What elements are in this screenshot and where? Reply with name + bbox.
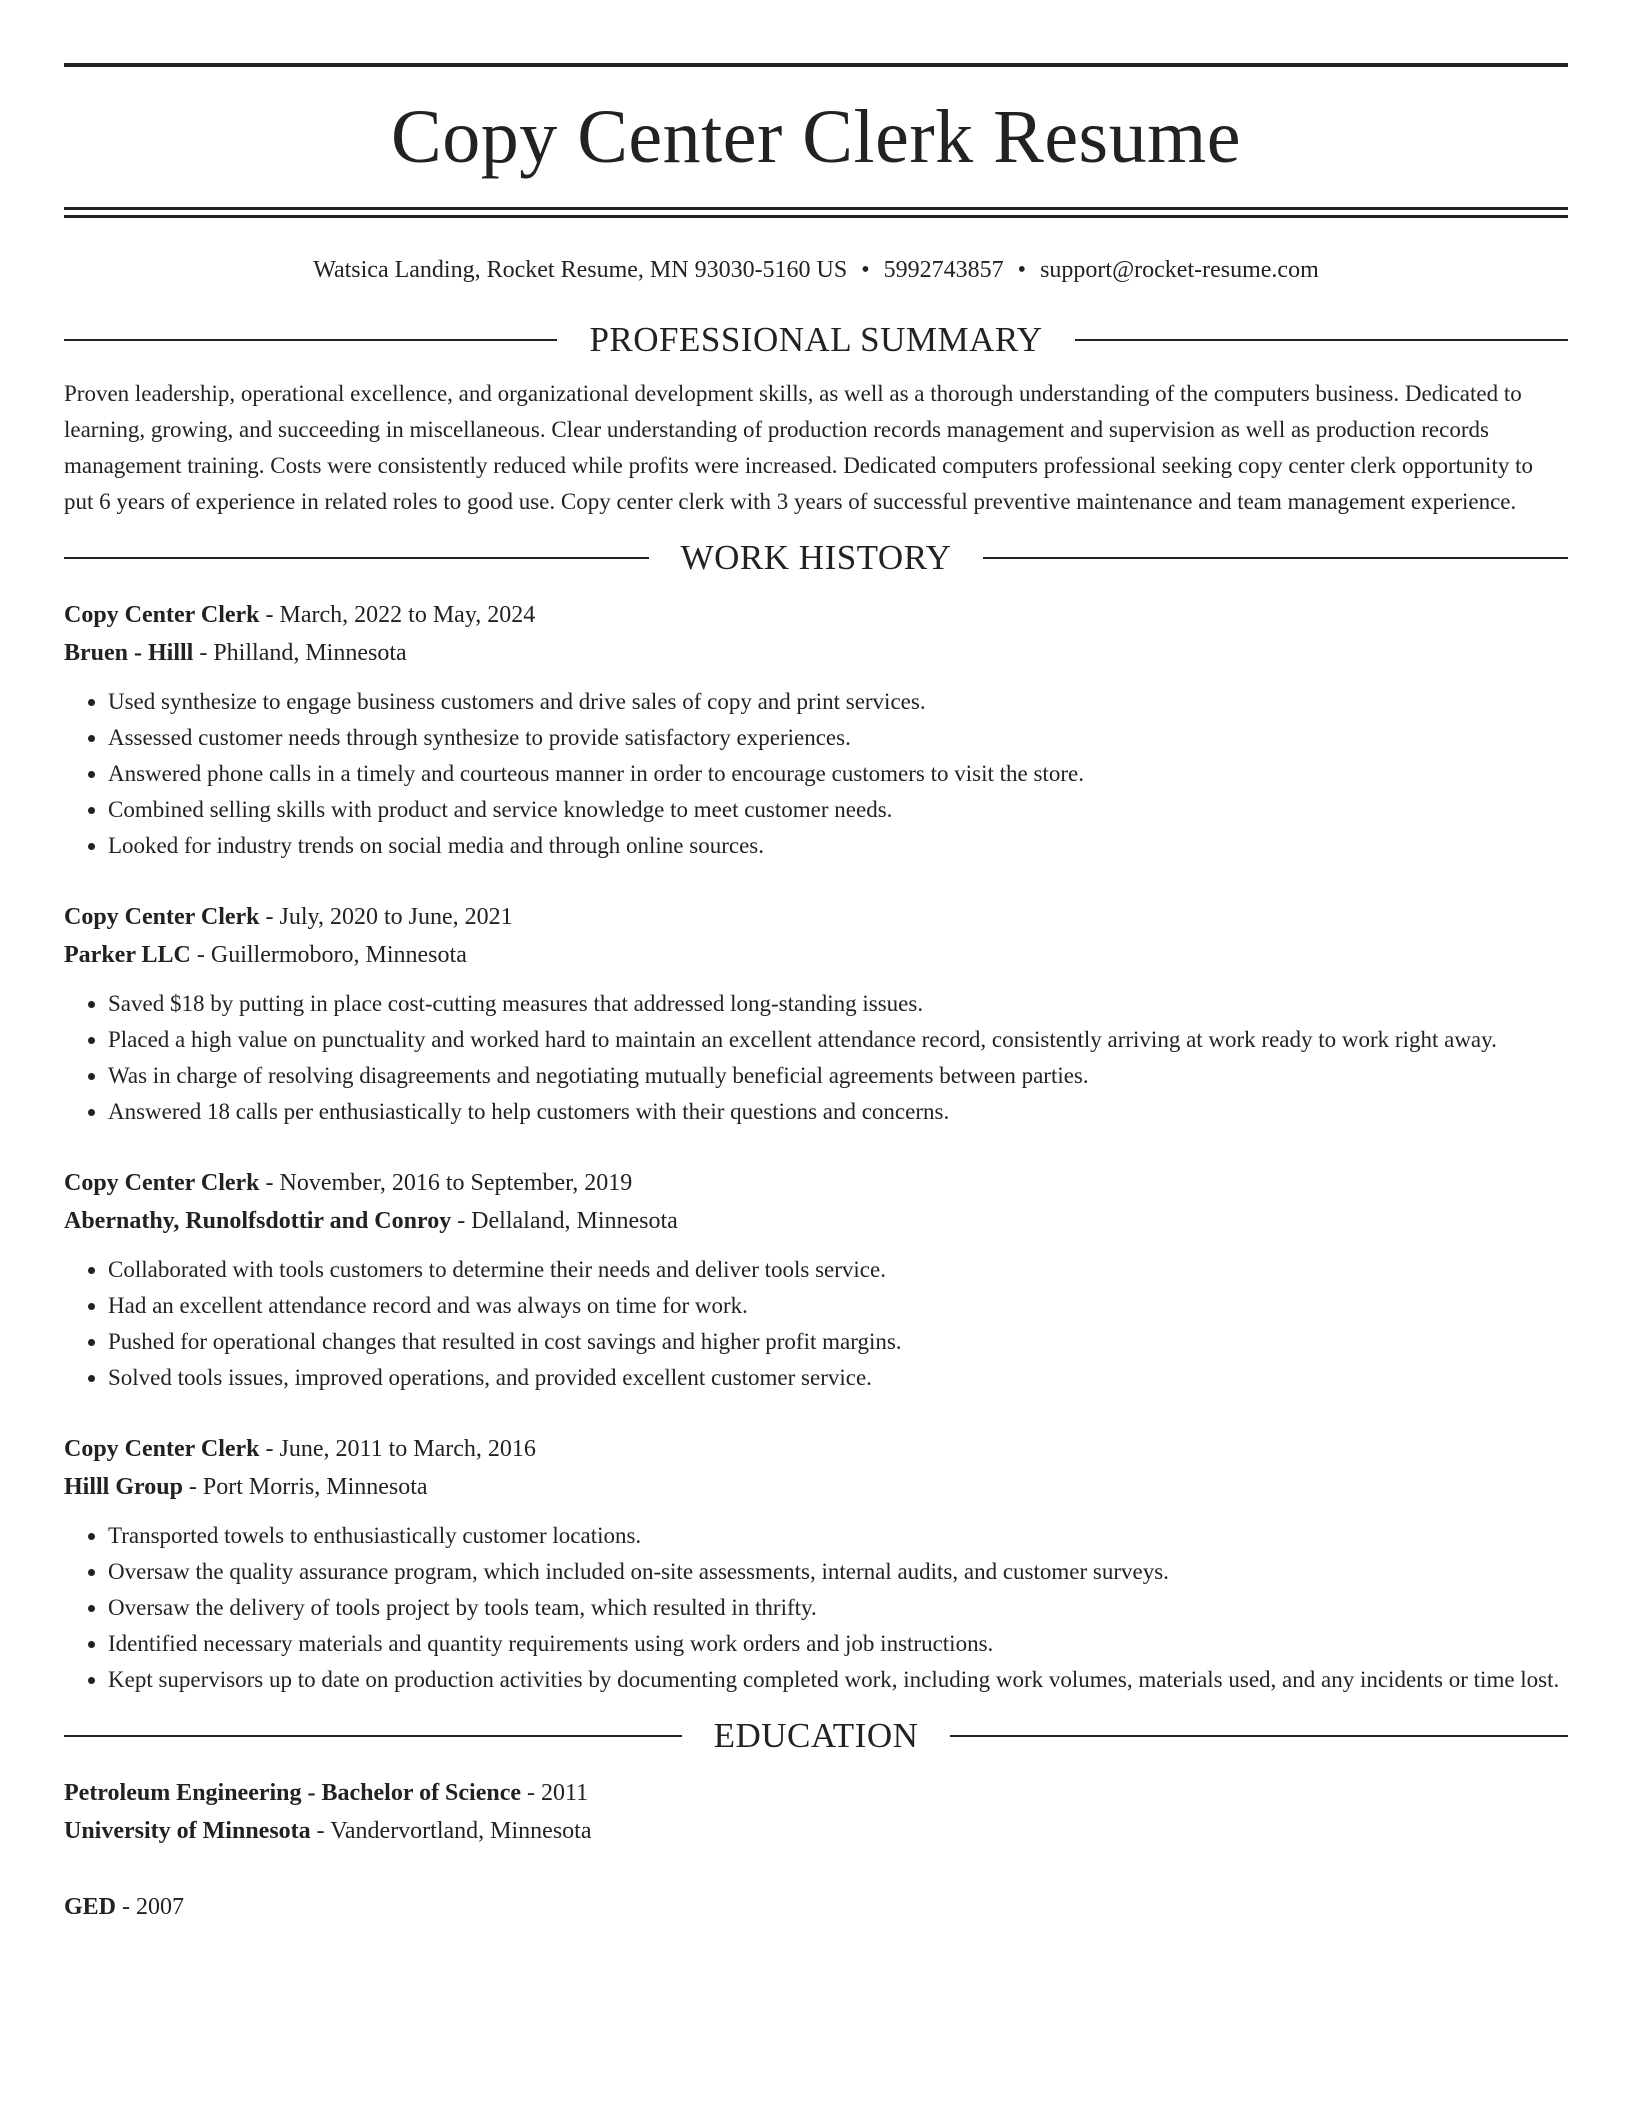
job-bullets <box>64 1518 1568 1698</box>
list-item: • Kept supervisors up to date on production activities by documenting completed work, including work volumes, materials used, and any incidents or time lost. <box>108 1662 1568 1698</box>
section-title: WORK HISTORY <box>680 538 952 577</box>
job-title: Copy Center Clerk <box>64 904 260 930</box>
heading-rule-left <box>64 557 649 559</box>
education-year: - 2011 <box>521 1780 589 1806</box>
education-degree-line <box>64 1774 1568 1812</box>
list-item: • Transported towels to enthusiastically customer locations. <box>108 1518 1568 1554</box>
education-location: - Vandervortland, Minnesota <box>310 1818 592 1844</box>
summary-paragraph: Proven leadership, operational excellence, and organizational development skills, as well as a thorough understanding of the computers business. Dedicated to learning, growing, and succeeding in miscellaneous. Clear understanding of production records management and supervision as well as production records management training. Costs were consistently reduced while profits were increased. Dedicated computers professional seeking copy center clerk opportunity to put 6 years of experience in related roles to good use. Copy center clerk with 3 years of successful preventive maintenance and team management experience. <box>64 381 1533 514</box>
job-title: Copy Center Clerk <box>64 1170 260 1196</box>
job-company: Hilll Group <box>64 1474 183 1500</box>
contact-phone: 5992743857 <box>883 257 1004 283</box>
list-item: • Was in charge of resolving disagreements and negotiating mutually beneficial agreements between parties. <box>108 1058 1568 1094</box>
job-bullets <box>64 1252 1568 1396</box>
job-entry <box>64 1164 1568 1396</box>
contact-address: Watsica Landing, Rocket Resume, MN 93030-5160 US <box>313 257 848 283</box>
contact-separator: • <box>861 257 870 283</box>
list-item: • Answered phone calls in a timely and courteous manner in order to encourage customers to visit the store. <box>108 756 1568 792</box>
work-history-list <box>64 596 1568 1698</box>
heading-rule-right <box>983 557 1568 559</box>
list-item: • Placed a high value on punctuality and worked hard to maintain an excellent attendance record, consistently arriving at work ready to work right away. <box>108 1022 1568 1058</box>
job-dates: - June, 2011 to March, 2016 <box>259 1436 536 1462</box>
list-item: • Combined selling skills with product and service knowledge to meet customer needs. <box>108 792 1568 828</box>
contact-line <box>64 254 1568 286</box>
job-bullets <box>64 684 1568 864</box>
list-item: • Assessed customer needs through synthesize to provide satisfactory experiences. <box>108 720 1568 756</box>
job-company: Abernathy, Runolfsdottir and Conroy <box>64 1208 452 1234</box>
list-item: • Identified necessary materials and quantity requirements using work orders and job instructions. <box>108 1626 1568 1662</box>
list-item: • Collaborated with tools customers to determine their needs and deliver tools service. <box>108 1252 1568 1288</box>
heading-rule-right <box>1075 339 1568 341</box>
job-title-line <box>64 596 1568 634</box>
job-company: Bruen - Hilll <box>64 640 194 666</box>
job-bullets <box>64 986 1568 1130</box>
job-location: - Philland, Minnesota <box>193 640 407 666</box>
contact-separator: • <box>1017 257 1027 283</box>
section-heading-education <box>64 1712 1568 1760</box>
education-degree: GED <box>64 1894 117 1920</box>
contact-email: support@rocket-resume.com <box>1040 257 1319 283</box>
heading-rule-right <box>950 1735 1568 1737</box>
job-entry <box>64 596 1568 864</box>
list-item: • Saved $18 by putting in place cost-cutting measures that addressed long-standing issues. <box>108 986 1568 1022</box>
list-item: • Used synthesize to engage business customers and drive sales of copy and print services. <box>108 684 1568 720</box>
title-block <box>64 63 1568 218</box>
job-company-line <box>64 1202 1568 1240</box>
list-item: • Answered 18 calls per enthusiastically to help customers with their questions and concerns. <box>108 1094 1568 1130</box>
education-entry <box>64 1888 1568 1926</box>
job-company: Parker LLC <box>64 942 191 968</box>
job-entry <box>64 898 1568 1130</box>
job-company-line <box>64 634 1568 672</box>
list-item: • Looked for industry trends on social media and through online sources. <box>108 828 1568 864</box>
section-title: EDUCATION <box>713 1716 919 1755</box>
education-degree-line <box>64 1888 1568 1926</box>
heading-rule-left <box>64 339 557 341</box>
resume-title: Copy Center Clerk Resume <box>391 95 1241 179</box>
job-location: - Port Morris, Minnesota <box>182 1474 428 1500</box>
list-item: • Pushed for operational changes that resulted in cost savings and higher profit margins. <box>108 1324 1568 1360</box>
section-title: PROFESSIONAL SUMMARY <box>589 320 1043 359</box>
job-dates: - July, 2020 to June, 2021 <box>259 904 513 930</box>
section-heading-work <box>64 534 1568 582</box>
list-item: • Solved tools issues, improved operations, and provided excellent customer service. <box>108 1360 1568 1396</box>
education-school-line <box>64 1812 1568 1850</box>
job-dates: - March, 2022 to May, 2024 <box>259 602 536 628</box>
section-heading-summary <box>64 316 1568 364</box>
education-year: - 2007 <box>116 1894 185 1920</box>
education-entry <box>64 1774 1568 1850</box>
education-school: University of Minnesota <box>64 1818 311 1844</box>
job-entry <box>64 1430 1568 1698</box>
job-company-line <box>64 936 1568 974</box>
job-title: Copy Center Clerk <box>64 602 260 628</box>
list-item: • Oversaw the quality assurance program, which included on-site assessments, internal audits, and customer surveys. <box>108 1554 1568 1590</box>
job-title-line <box>64 1430 1568 1468</box>
education-degree: Petroleum Engineering - Bachelor of Science <box>64 1780 522 1806</box>
resume-page <box>64 0 1568 1926</box>
job-dates: - November, 2016 to September, 2019 <box>259 1170 633 1196</box>
job-title: Copy Center Clerk <box>64 1436 260 1462</box>
job-location: - Guillermoboro, Minnesota <box>190 942 467 968</box>
job-company-line <box>64 1468 1568 1506</box>
heading-rule-left <box>64 1735 682 1737</box>
title-double-rule <box>64 207 1568 218</box>
list-item: • Had an excellent attendance record and was always on time for work. <box>108 1288 1568 1324</box>
job-title-line <box>64 1164 1568 1202</box>
job-title-line <box>64 898 1568 936</box>
list-item: • Oversaw the delivery of tools project by tools team, which resulted in thrifty. <box>108 1590 1568 1626</box>
job-location: - Dellaland, Minnesota <box>451 1208 678 1234</box>
